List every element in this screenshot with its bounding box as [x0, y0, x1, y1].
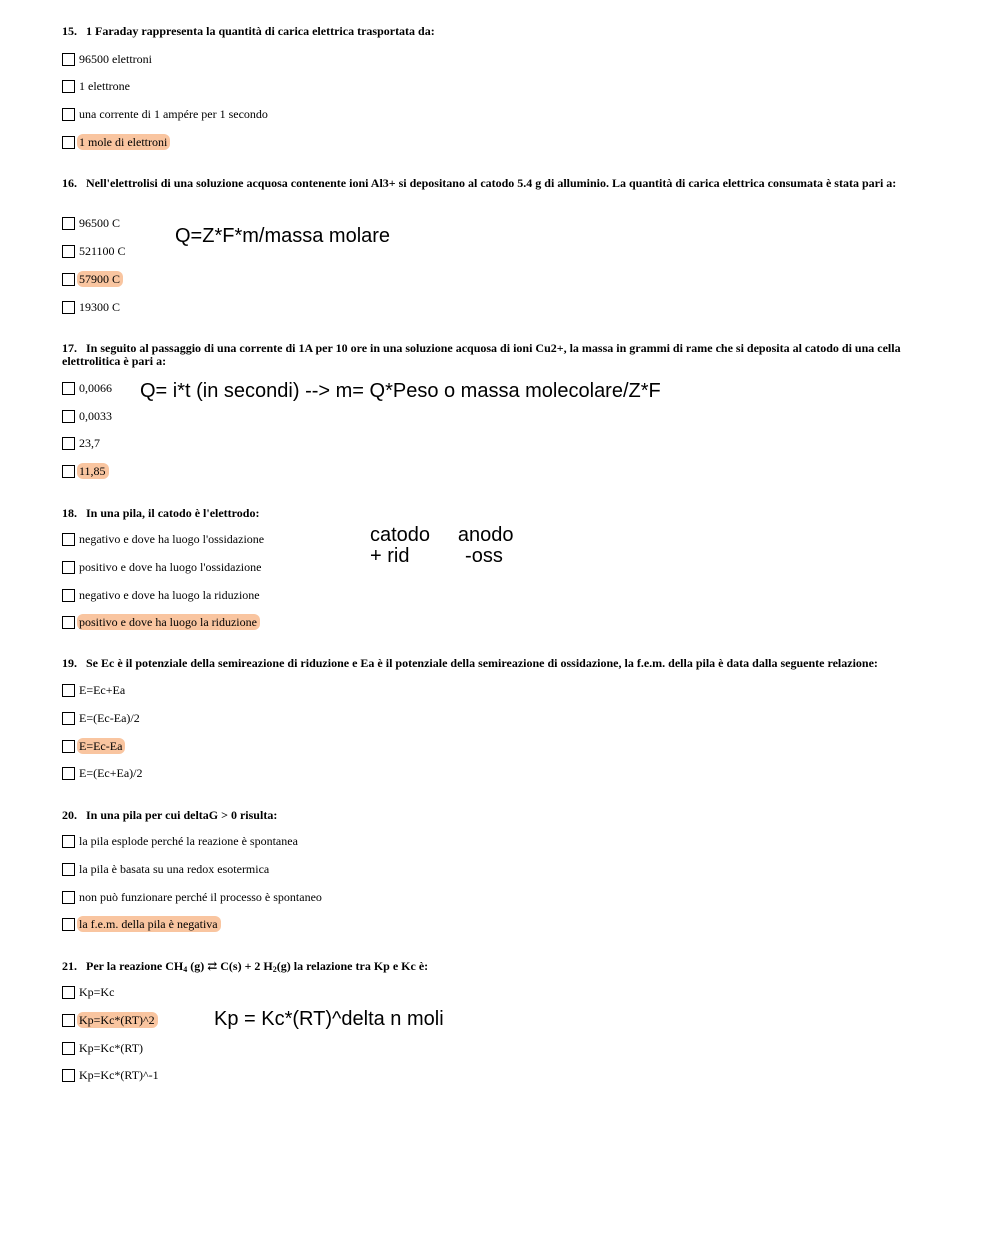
checkbox[interactable]	[62, 108, 75, 121]
question-text: Nell'elettrolisi di una soluzione acquosa contenente ioni Al3+ si depositano al catodo 5.4 g di alluminio. La quantità di carica elettrica consumata è stata pari a:	[86, 176, 897, 190]
checkbox[interactable]	[62, 273, 75, 286]
handwritten-note-q16: Q=Z*F*m/massa molare	[175, 225, 391, 247]
question-number: 20.	[62, 808, 77, 822]
q20-option-a[interactable]	[62, 833, 300, 849]
checkbox[interactable]	[62, 437, 75, 450]
option-label: negativo e dove ha luogo l'ossidazione	[79, 532, 265, 546]
question-number: 17.	[62, 341, 77, 355]
q17-option-d[interactable]	[62, 463, 109, 479]
option-label: Kp=Kc	[79, 985, 115, 999]
q19-option-a[interactable]	[62, 682, 127, 698]
q19-option-b[interactable]	[62, 710, 142, 726]
checkbox[interactable]	[62, 1042, 75, 1055]
q20-option-c[interactable]	[62, 889, 324, 905]
checkbox[interactable]	[62, 301, 75, 314]
option-label: 23,7	[79, 436, 100, 450]
checkbox[interactable]	[62, 80, 75, 93]
checkbox[interactable]	[62, 1069, 75, 1082]
q19-option-c[interactable]	[62, 738, 125, 754]
q16-option-b[interactable]	[62, 243, 128, 259]
option-label: 96500 elettroni	[79, 52, 152, 66]
question-number: 19.	[62, 656, 77, 670]
option-label: Kp=Kc*(RT)^-1	[79, 1068, 159, 1082]
checkbox[interactable]	[62, 1014, 75, 1027]
question-19-title	[62, 657, 938, 670]
checkbox[interactable]	[62, 561, 75, 574]
q21-option-b[interactable]	[62, 1012, 158, 1028]
option-label: E=(Ec-Ea)/2	[79, 711, 140, 725]
question-text: Per la reazione $CH_4$ (g) ⇄ C(s) + 2 $H_2(g)$ la relazione tra Kp e Kc è:	[86, 959, 429, 974]
checkbox[interactable]	[62, 465, 75, 478]
option-label: una corrente di 1 ampére per 1 secondo	[79, 107, 268, 121]
option-label: 19300 C	[79, 300, 121, 314]
question-number: 21.	[62, 959, 77, 973]
option-label: 1 elettrone	[79, 79, 130, 93]
option-label-highlighted: la f.e.m. della pila è negativa	[77, 916, 221, 932]
q16-option-c[interactable]	[62, 271, 123, 287]
option-label: Kp=Kc*(RT)	[79, 1041, 144, 1055]
question-18-title	[62, 507, 938, 520]
handwritten-note-q18: catodo anodo + rid -oss	[370, 524, 514, 567]
option-label: 0,0066	[79, 381, 112, 395]
checkbox[interactable]	[62, 217, 75, 230]
checkbox[interactable]	[62, 712, 75, 725]
question-15-title	[62, 25, 938, 38]
option-label: E=(Ec+Ea)/2	[79, 766, 143, 780]
checkbox[interactable]	[62, 863, 75, 876]
question-number: 18.	[62, 506, 77, 520]
checkbox[interactable]	[62, 918, 75, 931]
question-21-title	[62, 960, 938, 976]
question-17-title	[62, 342, 938, 368]
option-label: 521100 C	[79, 244, 126, 258]
option-label-highlighted: 1 mole di elettroni	[77, 134, 170, 150]
checkbox[interactable]	[62, 767, 75, 780]
q18-option-a[interactable]	[62, 531, 266, 547]
question-number: 15.	[62, 24, 77, 38]
checkbox[interactable]	[62, 382, 75, 395]
option-label: la pila è basata su una redox esotermica	[79, 862, 270, 876]
q16-option-d[interactable]	[62, 299, 122, 315]
q21-option-a[interactable]	[62, 984, 116, 1000]
question-20-title	[62, 809, 938, 822]
checkbox[interactable]	[62, 533, 75, 546]
checkbox[interactable]	[62, 616, 75, 629]
option-label-highlighted: 57900 C	[77, 271, 123, 287]
checkbox[interactable]	[62, 684, 75, 697]
option-label-highlighted: E=Ec-Ea	[77, 738, 125, 754]
q15-option-d[interactable]	[62, 134, 170, 150]
checkbox[interactable]	[62, 245, 75, 258]
q20-option-d[interactable]	[62, 916, 221, 932]
q21-option-c[interactable]	[62, 1040, 145, 1056]
question-number: 16.	[62, 176, 77, 190]
option-label-highlighted: Kp=Kc*(RT)^2	[77, 1012, 158, 1028]
option-label: non può funzionare perché il processo è spontaneo	[79, 890, 322, 904]
option-label: positivo e dove ha luogo l'ossidazione	[79, 560, 262, 574]
q15-option-a[interactable]	[62, 51, 154, 67]
q17-option-b[interactable]	[62, 408, 114, 424]
q18-option-d[interactable]	[62, 614, 260, 630]
q15-option-b[interactable]	[62, 78, 132, 94]
q20-option-b[interactable]	[62, 861, 271, 877]
checkbox[interactable]	[62, 986, 75, 999]
q18-option-c[interactable]	[62, 587, 262, 603]
question-text: In seguito al passaggio di una corrente di 1A per 10 ore in una soluzione acquosa di ioni Cu2+, la massa in grammi di rame che si deposita al catodo di una cella elettrolitica è pari a:	[62, 341, 901, 368]
q16-option-a[interactable]	[62, 215, 122, 231]
question-text: In una pila, il catodo è l'elettrodo:	[86, 506, 260, 520]
option-label: 0,0033	[79, 409, 112, 423]
handwritten-note-q17: Q= i*t (in secondi) --> m= Q*Peso o massa molecolare/Z*F	[140, 380, 661, 402]
checkbox[interactable]	[62, 740, 75, 753]
q17-option-c[interactable]	[62, 435, 102, 451]
option-label: E=Ec+Ea	[79, 683, 126, 697]
q19-option-d[interactable]	[62, 765, 145, 781]
checkbox[interactable]	[62, 589, 75, 602]
option-label: negativo e dove ha luogo la riduzione	[79, 588, 260, 602]
checkbox[interactable]	[62, 410, 75, 423]
option-label-highlighted: 11,85	[77, 463, 109, 479]
option-label: la pila esplode perché la reazione è spontanea	[79, 834, 298, 848]
question-text: In una pila per cui deltaG > 0 risulta:	[86, 808, 278, 822]
checkbox[interactable]	[62, 136, 75, 149]
question-16-title	[62, 177, 938, 190]
q17-option-a[interactable]	[62, 380, 114, 396]
q18-option-b[interactable]	[62, 559, 263, 575]
handwritten-note-q21: Kp = Kc*(RT)^delta n moli	[214, 1008, 444, 1030]
checkbox[interactable]	[62, 53, 75, 66]
q21-option-d[interactable]	[62, 1067, 161, 1083]
option-label-highlighted: positivo e dove ha luogo la riduzione	[77, 614, 260, 630]
checkbox[interactable]	[62, 891, 75, 904]
option-label: 96500 C	[79, 216, 121, 230]
question-text: 1 Faraday rappresenta la quantità di carica elettrica trasportata da:	[86, 24, 435, 38]
question-text: Se Ec è il potenziale della semireazione di riduzione e Ea è il potenziale della semireazione di ossidazione, la f.e.m. della pila è data dalla seguente relazione:	[86, 656, 878, 670]
q15-option-c[interactable]	[62, 106, 270, 122]
checkbox[interactable]	[62, 835, 75, 848]
